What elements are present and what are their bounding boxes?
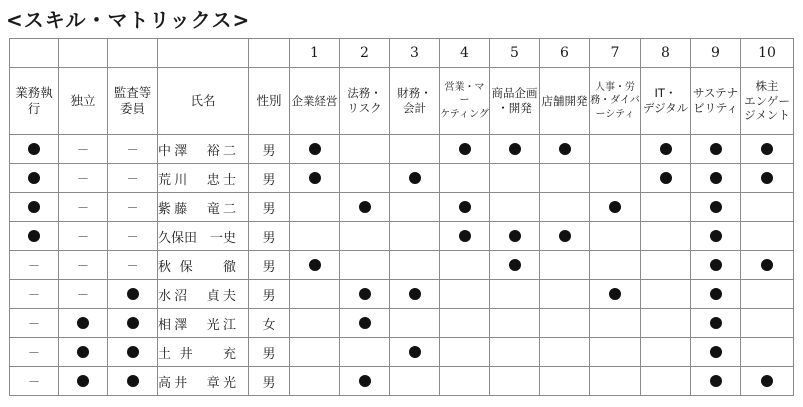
filled-circle-icon: [609, 288, 621, 300]
director-name-cell: [158, 193, 249, 222]
filled-circle-icon: [710, 201, 722, 213]
skill-8-cell: [641, 164, 691, 193]
filled-circle-icon: [459, 230, 471, 242]
skill-1-cell: [290, 193, 340, 222]
director-name: 水沼 貞夫: [158, 288, 236, 304]
filled-circle-icon: [409, 346, 421, 358]
skill-5-cell: [490, 193, 540, 222]
filled-circle-icon: [509, 259, 521, 271]
skill-8-cell: [641, 338, 691, 367]
filled-circle-icon: [710, 346, 722, 358]
role-header-0: 業務執行: [10, 68, 59, 135]
skill-number-3: 3: [390, 39, 440, 68]
skill-2-cell: [340, 280, 390, 309]
skill-6-cell: [540, 222, 590, 251]
skill-2-cell: [340, 193, 390, 222]
skill-3-cell: [390, 135, 440, 164]
director-name-cell: [158, 280, 249, 309]
skill-4-cell: [440, 280, 490, 309]
director-name-cell: [158, 222, 249, 251]
filled-circle-icon: [409, 288, 421, 300]
skill-header-10: 株主 エンゲー ジメント: [741, 68, 794, 135]
executive-cell: [10, 164, 59, 193]
skill-10-cell: [741, 222, 794, 251]
gender-cell: 男: [249, 222, 290, 251]
filled-circle-icon: [710, 143, 722, 155]
skill-5-cell: [490, 280, 540, 309]
skill-7-cell: [590, 222, 641, 251]
skill-header-6: 店舗開発: [540, 68, 590, 135]
audit-committee-cell: [108, 193, 158, 222]
skill-5-cell: [490, 222, 540, 251]
filled-circle-icon: [359, 317, 371, 329]
table-row: [10, 135, 794, 164]
audit-committee-cell: [108, 222, 158, 251]
table-row: [10, 309, 794, 338]
skill-number-row: [10, 39, 794, 68]
filled-circle-icon: [28, 201, 40, 213]
skill-10-cell: [741, 367, 794, 396]
skill-5-cell: [490, 338, 540, 367]
filled-circle-icon: [459, 201, 471, 213]
filled-circle-icon: [127, 346, 139, 358]
executive-cell: [10, 280, 59, 309]
skill-8-cell: [641, 309, 691, 338]
filled-circle-icon: [28, 230, 40, 242]
skill-8-cell: [641, 367, 691, 396]
number-row-blank-cell: [158, 39, 249, 68]
skill-5-cell: [490, 309, 540, 338]
skill-number-10: 10: [741, 39, 794, 68]
director-name: 久保田 一史: [158, 230, 237, 246]
independent-cell: [59, 280, 108, 309]
director-name-cell: [158, 309, 249, 338]
filled-circle-icon: [127, 375, 139, 387]
skill-7-cell: [590, 338, 641, 367]
skill-matrix-table: [9, 38, 794, 396]
skill-10-cell: [741, 280, 794, 309]
skill-1-cell: [290, 309, 340, 338]
audit-committee-cell: [108, 309, 158, 338]
filled-circle-icon: [459, 143, 471, 155]
filled-circle-icon: [409, 172, 421, 184]
filled-circle-icon: [127, 288, 139, 300]
gender-cell: 男: [249, 367, 290, 396]
gender-cell: 男: [249, 135, 290, 164]
director-name-cell: [158, 338, 249, 367]
number-row-blank-cell: [249, 39, 290, 68]
director-name: 紫藤 竜二: [158, 201, 236, 217]
role-header-1: 独立: [59, 68, 108, 135]
table-row: [10, 338, 794, 367]
director-name: 高井 章光: [158, 375, 236, 391]
role-header-4: 性別: [249, 68, 290, 135]
filled-circle-icon: [77, 375, 89, 387]
skill-4-cell: [440, 309, 490, 338]
gender-cell: 女: [249, 309, 290, 338]
skill-5-cell: [490, 251, 540, 280]
dash-mark: －: [27, 258, 40, 273]
skill-7-cell: [590, 367, 641, 396]
audit-committee-cell: [108, 280, 158, 309]
table-row: [10, 367, 794, 396]
independent-cell: [59, 367, 108, 396]
skill-4-cell: [440, 164, 490, 193]
audit-committee-cell: [108, 164, 158, 193]
skill-6-cell: [540, 135, 590, 164]
skill-9-cell: [691, 164, 741, 193]
page-title: <スキル・マトリックス>: [6, 8, 251, 32]
director-name: 荒川 忠士: [158, 172, 236, 188]
skill-6-cell: [540, 251, 590, 280]
dash-mark: －: [126, 171, 139, 186]
filled-circle-icon: [359, 201, 371, 213]
dash-mark: －: [76, 200, 89, 215]
skill-9-cell: [691, 309, 741, 338]
independent-cell: [59, 251, 108, 280]
dash-mark: －: [76, 142, 89, 157]
skill-9-cell: [691, 135, 741, 164]
dash-mark: －: [126, 142, 139, 157]
skill-9-cell: [691, 193, 741, 222]
skill-4-cell: [440, 222, 490, 251]
skill-1-cell: [290, 280, 340, 309]
skill-4-cell: [440, 367, 490, 396]
table-row: [10, 280, 794, 309]
matrix-body: [10, 135, 794, 396]
filled-circle-icon: [28, 143, 40, 155]
dash-mark: －: [76, 258, 89, 273]
skill-7-cell: [590, 309, 641, 338]
filled-circle-icon: [559, 230, 571, 242]
skill-8-cell: [641, 280, 691, 309]
filled-circle-icon: [710, 259, 722, 271]
skill-3-cell: [390, 309, 440, 338]
independent-cell: [59, 193, 108, 222]
executive-cell: [10, 309, 59, 338]
filled-circle-icon: [660, 143, 672, 155]
executive-cell: [10, 222, 59, 251]
skill-1-cell: [290, 164, 340, 193]
dash-mark: －: [76, 229, 89, 244]
skill-number-2: 2: [340, 39, 390, 68]
skill-7-cell: [590, 280, 641, 309]
executive-cell: [10, 367, 59, 396]
audit-committee-cell: [108, 367, 158, 396]
director-name-cell: [158, 135, 249, 164]
number-row-blank-cell: [108, 39, 158, 68]
filled-circle-icon: [660, 172, 672, 184]
executive-cell: [10, 193, 59, 222]
table-row: [10, 222, 794, 251]
skill-header-7: 人事・労 務・ダイバ ーシティ: [590, 68, 641, 135]
gender-cell: 男: [249, 251, 290, 280]
skill-3-cell: [390, 164, 440, 193]
independent-cell: [59, 338, 108, 367]
skill-3-cell: [390, 338, 440, 367]
director-name: 中澤 裕二: [158, 143, 236, 159]
skill-2-cell: [340, 338, 390, 367]
dash-mark: －: [27, 345, 40, 360]
skill-2-cell: [340, 309, 390, 338]
dash-mark: －: [126, 200, 139, 215]
skill-10-cell: [741, 309, 794, 338]
skill-header-4: 営業・マー ケティング: [440, 68, 490, 135]
filled-circle-icon: [509, 143, 521, 155]
executive-cell: [10, 251, 59, 280]
skill-1-cell: [290, 338, 340, 367]
filled-circle-icon: [359, 375, 371, 387]
gender-cell: 男: [249, 280, 290, 309]
filled-circle-icon: [309, 259, 321, 271]
skill-3-cell: [390, 367, 440, 396]
skill-9-cell: [691, 222, 741, 251]
skill-number-9: 9: [691, 39, 741, 68]
gender-cell: 男: [249, 338, 290, 367]
table-row: [10, 193, 794, 222]
skill-2-cell: [340, 251, 390, 280]
skill-3-cell: [390, 193, 440, 222]
skill-2-cell: [340, 367, 390, 396]
independent-cell: [59, 222, 108, 251]
skill-4-cell: [440, 193, 490, 222]
dash-mark: －: [76, 287, 89, 302]
skill-10-cell: [741, 251, 794, 280]
audit-committee-cell: [108, 251, 158, 280]
skill-number-7: 7: [590, 39, 641, 68]
skill-7-cell: [590, 251, 641, 280]
dash-mark: －: [126, 229, 139, 244]
skill-1-cell: [290, 222, 340, 251]
director-name-cell: [158, 367, 249, 396]
skill-number-6: 6: [540, 39, 590, 68]
dash-mark: －: [76, 171, 89, 186]
skill-number-4: 4: [440, 39, 490, 68]
audit-committee-cell: [108, 135, 158, 164]
skill-4-cell: [440, 251, 490, 280]
skill-8-cell: [641, 193, 691, 222]
filled-circle-icon: [710, 375, 722, 387]
skill-5-cell: [490, 367, 540, 396]
column-header-row: [10, 68, 794, 135]
independent-cell: [59, 309, 108, 338]
skill-7-cell: [590, 135, 641, 164]
skill-header-9: サステナ ビリティ: [691, 68, 741, 135]
audit-committee-cell: [108, 338, 158, 367]
filled-circle-icon: [309, 143, 321, 155]
dash-mark: －: [27, 316, 40, 331]
filled-circle-icon: [559, 143, 571, 155]
skill-7-cell: [590, 164, 641, 193]
director-name: 土井 充: [158, 346, 236, 362]
skill-4-cell: [440, 338, 490, 367]
independent-cell: [59, 164, 108, 193]
filled-circle-icon: [761, 143, 773, 155]
filled-circle-icon: [509, 230, 521, 242]
table-row: [10, 251, 794, 280]
filled-circle-icon: [309, 172, 321, 184]
filled-circle-icon: [761, 259, 773, 271]
gender-cell: 男: [249, 164, 290, 193]
filled-circle-icon: [359, 288, 371, 300]
role-header-2: 監査等 委員: [108, 68, 158, 135]
filled-circle-icon: [710, 317, 722, 329]
filled-circle-icon: [710, 230, 722, 242]
number-row-blank-cell: [59, 39, 108, 68]
skill-3-cell: [390, 222, 440, 251]
filled-circle-icon: [710, 288, 722, 300]
skill-header-3: 財務・ 会計: [390, 68, 440, 135]
skill-10-cell: [741, 164, 794, 193]
filled-circle-icon: [77, 317, 89, 329]
filled-circle-icon: [77, 346, 89, 358]
filled-circle-icon: [761, 172, 773, 184]
skill-7-cell: [590, 193, 641, 222]
skill-5-cell: [490, 135, 540, 164]
skill-10-cell: [741, 135, 794, 164]
skill-2-cell: [340, 135, 390, 164]
skill-1-cell: [290, 367, 340, 396]
skill-6-cell: [540, 280, 590, 309]
executive-cell: [10, 135, 59, 164]
skill-2-cell: [340, 164, 390, 193]
filled-circle-icon: [609, 201, 621, 213]
skill-header-2: 法務・ リスク: [340, 68, 390, 135]
dash-mark: －: [27, 374, 40, 389]
number-row-blank-cell: [10, 39, 59, 68]
filled-circle-icon: [710, 172, 722, 184]
director-name-cell: [158, 164, 249, 193]
table-row: [10, 164, 794, 193]
skill-6-cell: [540, 193, 590, 222]
director-name: 秋保 徹: [158, 259, 236, 275]
skill-3-cell: [390, 251, 440, 280]
filled-circle-icon: [28, 172, 40, 184]
director-name: 相澤 光江: [158, 317, 236, 333]
skill-8-cell: [641, 222, 691, 251]
skill-header-8: IT・ デジタル: [641, 68, 691, 135]
skill-8-cell: [641, 251, 691, 280]
skill-header-5: 商品企画 ・開発: [490, 68, 540, 135]
dash-mark: －: [27, 287, 40, 302]
skill-3-cell: [390, 280, 440, 309]
skill-6-cell: [540, 164, 590, 193]
skill-10-cell: [741, 338, 794, 367]
independent-cell: [59, 135, 108, 164]
skill-number-1: 1: [290, 39, 340, 68]
skill-4-cell: [440, 135, 490, 164]
skill-6-cell: [540, 338, 590, 367]
skill-5-cell: [490, 164, 540, 193]
skill-9-cell: [691, 280, 741, 309]
filled-circle-icon: [761, 375, 773, 387]
skill-10-cell: [741, 193, 794, 222]
filled-circle-icon: [127, 317, 139, 329]
skill-6-cell: [540, 367, 590, 396]
role-header-3: 氏名: [158, 68, 249, 135]
skill-6-cell: [540, 309, 590, 338]
skill-1-cell: [290, 251, 340, 280]
skill-number-5: 5: [490, 39, 540, 68]
skill-9-cell: [691, 367, 741, 396]
executive-cell: [10, 338, 59, 367]
skill-2-cell: [340, 222, 390, 251]
skill-8-cell: [641, 135, 691, 164]
skill-1-cell: [290, 135, 340, 164]
skill-9-cell: [691, 251, 741, 280]
dash-mark: －: [126, 258, 139, 273]
gender-cell: 男: [249, 193, 290, 222]
director-name-cell: [158, 251, 249, 280]
skill-9-cell: [691, 338, 741, 367]
skill-number-8: 8: [641, 39, 691, 68]
skill-header-1: 企業経営: [290, 68, 340, 135]
